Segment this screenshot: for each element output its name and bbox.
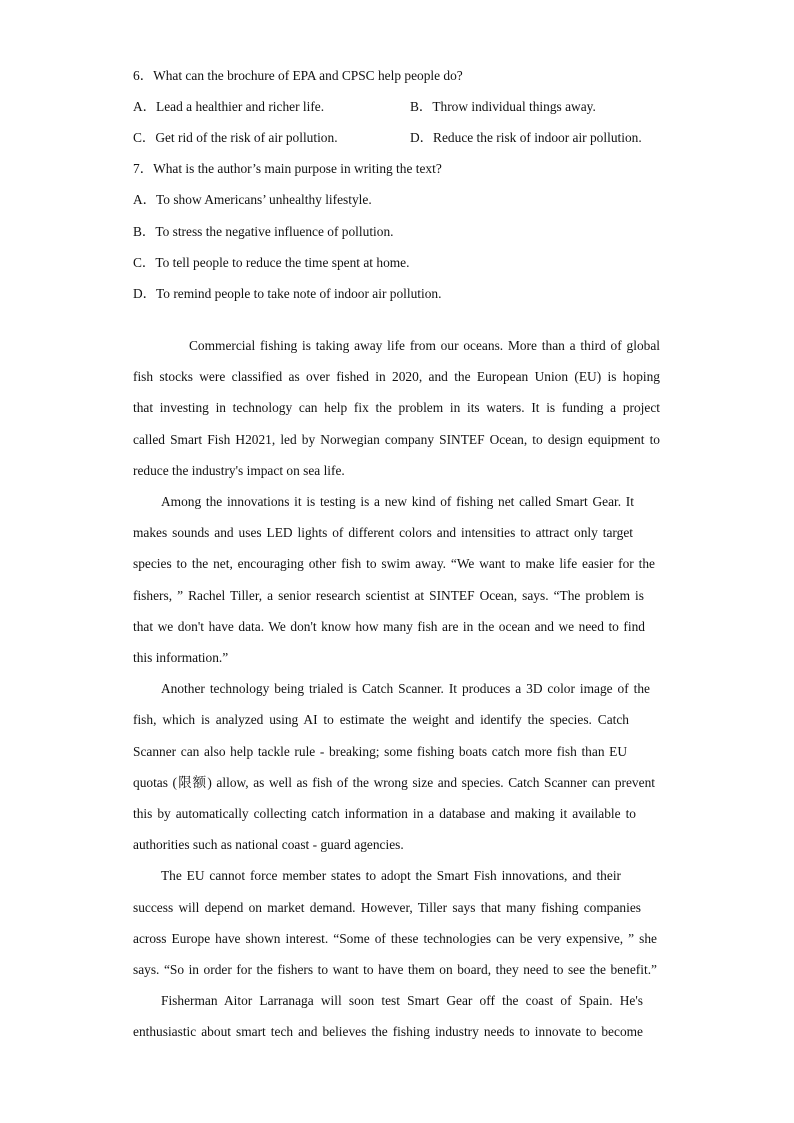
passage-line: enthusiastic about smart tech and believes the fishing industry needs to innovate to become [133,1024,643,1039]
passage-line: that we don't have data. We don't know how many fish are in the ocean and we need to find [133,619,645,634]
passage-line: authorities such as national coast - guard agencies. [133,837,404,852]
passage-line: that investing in technology can help fix the problem in its waters. It is funding a project [133,400,660,415]
passage-line: Another technology being trialed is Catch Scanner. It produces a 3D color image of the [161,681,650,696]
passage-line: fishers, ” Rachel Tiller, a senior research scientist at SINTEF Ocean, says. “The problem is [133,588,644,603]
passage-line: Scanner can also help tackle rule - breaking; some fishing boats catch more fish than EU [133,744,627,759]
question-7-option-c: C．To tell people to reduce the time spent at home. [133,255,410,270]
passage-line: The EU cannot force member states to adopt the Smart Fish innovations, and their [161,868,621,883]
question-7-option-a: A．To show Americans’ unhealthy lifestyle. [133,192,372,207]
question-6-option-b: B．Throw individual things away. [410,99,596,114]
passage-line: fish, which is analyzed using AI to estimate the weight and identify the species. Catch [133,712,629,727]
question-6-option-d: D．Reduce the risk of indoor air pollution. [410,130,642,145]
passage-line: quotas (限额) allow, as well as fish of the wrong size and species. Catch Scanner can prevent [133,775,655,790]
question-6-option-c: C．Get rid of the risk of air pollution. [133,130,338,145]
passage-line: across Europe have shown interest. “Some of these technologies can be very expensive, ” she [133,931,657,946]
question-7-option-b: B．To stress the negative influence of pollution. [133,224,394,239]
passage-line: called Smart Fish H2021, led by Norwegian company SINTEF Ocean, to design equipment to [133,432,660,447]
question-6-stem: 6．What can the brochure of EPA and CPSC help people do? [133,68,463,83]
passage-line: makes sounds and uses LED lights of different colors and intensities to attract only target [133,525,633,540]
passage-line: says. “So in order for the fishers to want to have them on board, they need to see the benefit.” [133,962,657,977]
passage-line: fish stocks were classified as over fished in 2020, and the European Union (EU) is hoping [133,369,660,384]
passage-line: Fisherman Aitor Larranaga will soon test Smart Gear off the coast of Spain. He's [161,993,643,1008]
passage-line: Commercial fishing is taking away life from our oceans. More than a third of global [189,338,660,353]
passage-line: success will depend on market demand. However, Tiller says that many fishing companies [133,900,641,915]
question-7-option-d: D．To remind people to take note of indoor air pollution. [133,286,442,301]
passage-line: this by automatically collecting catch information in a database and making it available to [133,806,636,821]
passage-line: reduce the industry's impact on sea life. [133,463,345,478]
passage-line: this information.” [133,650,229,665]
question-6-option-a: A．Lead a healthier and richer life. [133,99,325,114]
question-7-stem: 7．What is the author’s main purpose in writing the text? [133,161,442,176]
passage-line: Among the innovations it is testing is a new kind of fishing net called Smart Gear. It [161,494,634,509]
passage-line: species to the net, encouraging other fish to swim away. “We want to make life easier for the [133,556,655,571]
